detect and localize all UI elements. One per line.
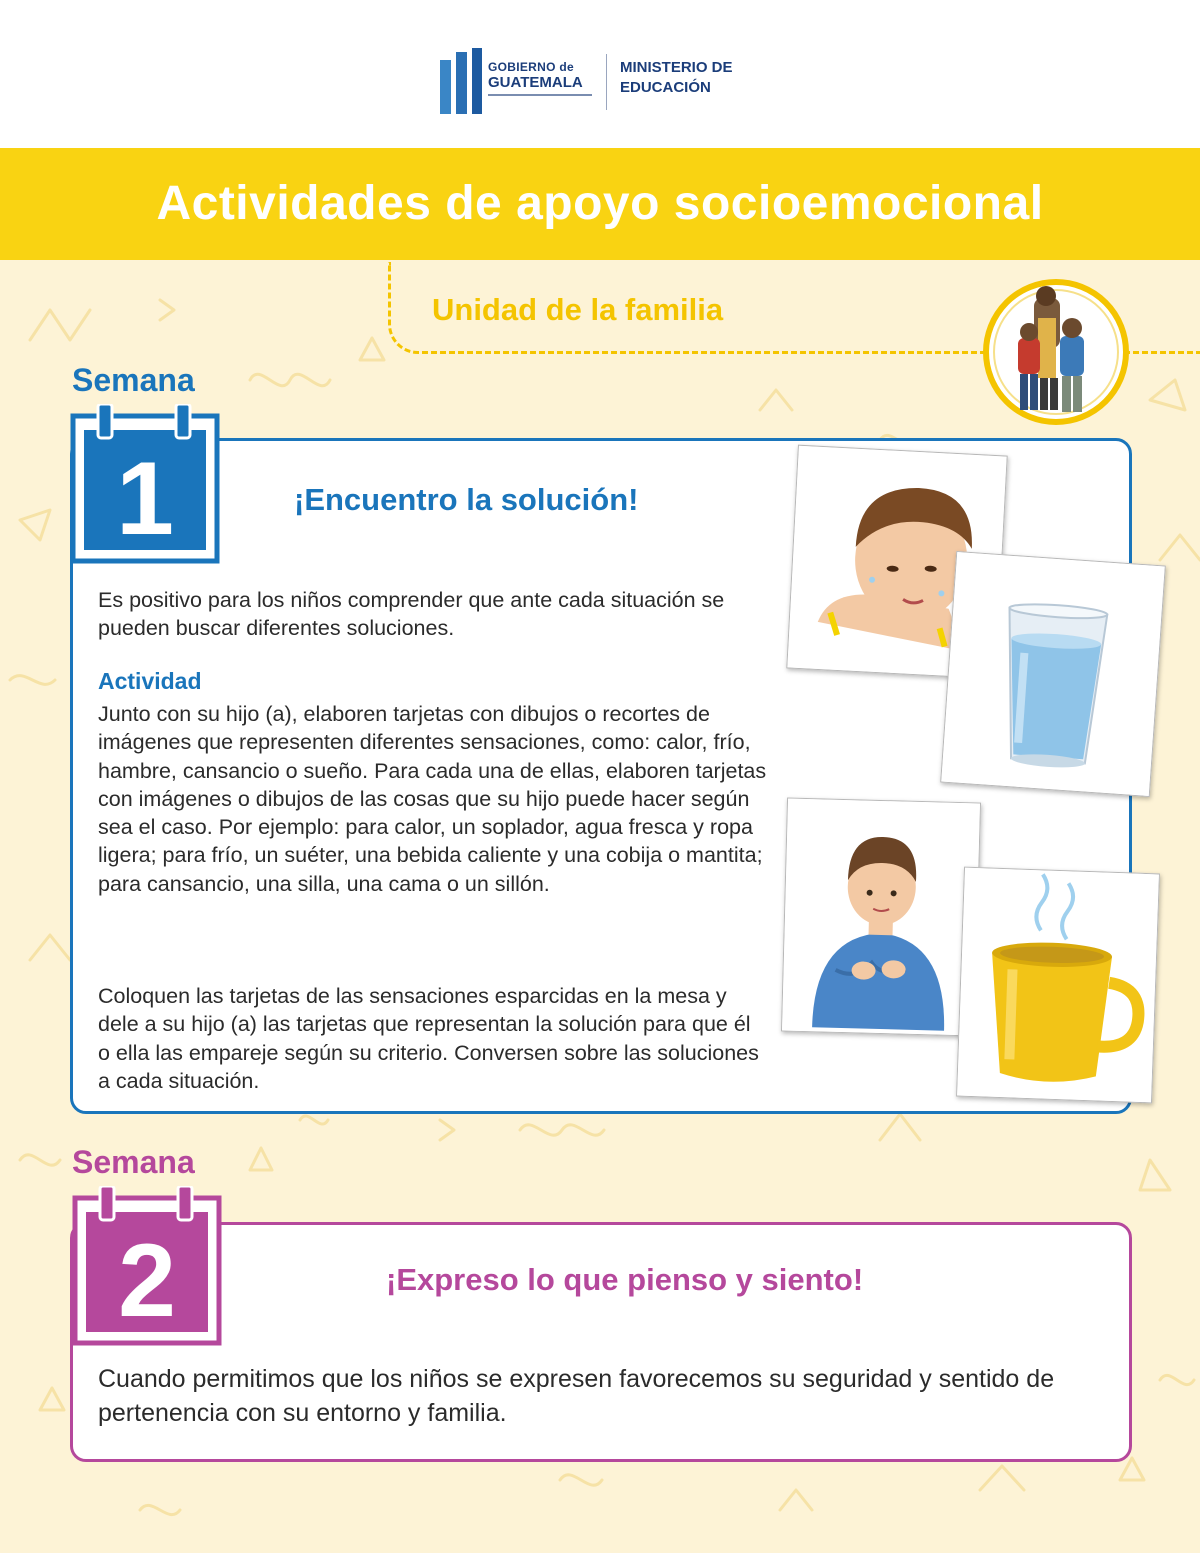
- cold-boy-icon: [782, 799, 980, 1036]
- government-logo: [438, 48, 778, 118]
- week1-intro: Es positivo para los niños comprender que ante cada situación se pueden buscar diferentes soluciones.: [98, 588, 725, 641]
- header: [0, 0, 1200, 148]
- gobierno-text: GOBIERNO de: [488, 60, 574, 74]
- week1-label: Semana: [72, 362, 195, 398]
- cold-boy-card: [781, 798, 981, 1037]
- activity-text-2: Coloquen las tarjetas de las sensaciones esparcidas en la mesa y dele a su hijo (a) las tarjetas que representan la solución para que él o ella las empareje según su criterio. Conversen sobre las soluciones a cada situación.: [98, 984, 759, 1093]
- week2-intro: Cuando permitimos que los niños se expresen favorecemos su seguridad y sentido de pertenencia con su entorno y familia.: [98, 1365, 1055, 1427]
- guatemala-flag-bars-icon: [438, 48, 482, 114]
- page-title: Actividades de apoyo socioemocional: [156, 177, 1044, 230]
- water-glass-card: [940, 551, 1166, 797]
- logo-underline: [488, 94, 592, 96]
- activity-text: Junto con su hijo (a), elaboren tarjetas con dibujos o recortes de imágenes que representen diferentes sensaciones, como: calor, frío, hambre, cansancio o sueño. Para cada una de ellas, elaboren tarjetas con imágenes o dibujos de las cosas que su hijo puede hacer según sea el caso. Por ejemplo: para calor, un soplador, agua fresca y ropa ligera; para frío, un suéter, una bebida caliente y una cobija o mantita; para cansancio, una silla, una cama o un sillón.: [98, 702, 767, 896]
- unit-title: Unidad de la familia: [432, 292, 724, 327]
- calendar-icon: [72, 1186, 222, 1346]
- ministerio-text: MINISTERIO DE EDUCACIÓN: [620, 59, 733, 96]
- week2-label: Semana: [72, 1144, 195, 1180]
- hot-cup-card: [956, 867, 1160, 1104]
- water-glass-icon: [941, 552, 1165, 796]
- logo-divider: [606, 54, 607, 110]
- week2-number: 2: [118, 1223, 176, 1339]
- week1-title: ¡Encuentro la solución!: [294, 482, 639, 517]
- week2-title: ¡Expreso lo que pienso y siento!: [386, 1262, 864, 1297]
- hot-cup-icon: [957, 868, 1159, 1103]
- calendar-icon: [70, 404, 220, 564]
- family-badge-icon: [982, 278, 1130, 426]
- guatemala-text: GUATEMALA: [488, 74, 583, 91]
- week1-number: 1: [116, 441, 174, 557]
- activity-label: Actividad: [98, 668, 202, 694]
